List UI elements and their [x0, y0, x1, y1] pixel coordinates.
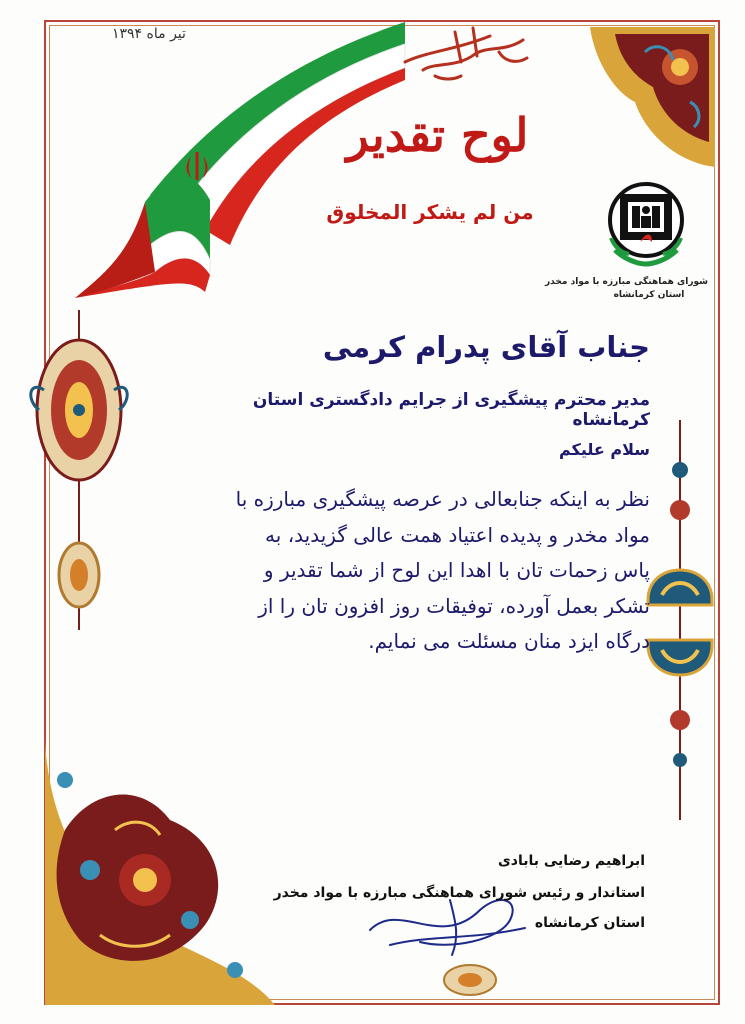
right-ornament-column	[640, 420, 720, 820]
top-right-corner-ornament	[585, 22, 720, 172]
certificate-body	[235, 482, 650, 660]
organization-name	[545, 276, 708, 302]
body-line: نظر به اینکه جنابعالی در عرصه پیشگیری مبارزه با	[235, 487, 650, 511]
left-ornament-medallion	[24, 310, 134, 630]
anti-narcotics-council-logo	[603, 180, 689, 268]
recipient-position: مدیر محترم پیشگیری از جرایم دادگستری استان کرمانشاه	[252, 390, 650, 430]
recipient-addressee: جناب آقای پدرام کرمی	[322, 330, 650, 364]
signatory-province: استان کرمانشاه	[534, 915, 645, 931]
greeting-text: سلام علیکم	[558, 440, 650, 459]
organization-name-line2: استان کرمانشاه	[613, 290, 685, 300]
body-line: درگاه ایزد منان مسئلت می نمایم.	[368, 629, 650, 653]
bottom-center-ornament	[440, 960, 500, 1000]
body-line: پاس زحمات تان با اهدا این لوح از شما تقدیر و	[263, 558, 650, 582]
body-line: مواد مخدر و پدیده اعتیاد همت عالی گزیدید، به	[265, 522, 650, 547]
motto-text: من لم یشکر المخلوق	[326, 200, 534, 224]
basmala-calligraphy	[395, 22, 535, 84]
signatory-title: استاندار و رئیس شورای هماهنگی مبارزه با مواد مخدر	[273, 885, 645, 901]
certificate-title: لوح تقدیر	[346, 108, 529, 162]
body-line: تشکر بعمل آورده، توفیقات روز افزون تان را از	[258, 593, 650, 618]
date-label: تیر ماه ۱۳۹۴	[112, 26, 186, 42]
organization-name-line1: شورای هماهنگی مبارزه با مواد مخدر	[545, 277, 708, 287]
signatory-name: ابراهیم رضایی بابادی	[497, 853, 645, 869]
bottom-left-corner-ornament	[20, 720, 280, 1010]
